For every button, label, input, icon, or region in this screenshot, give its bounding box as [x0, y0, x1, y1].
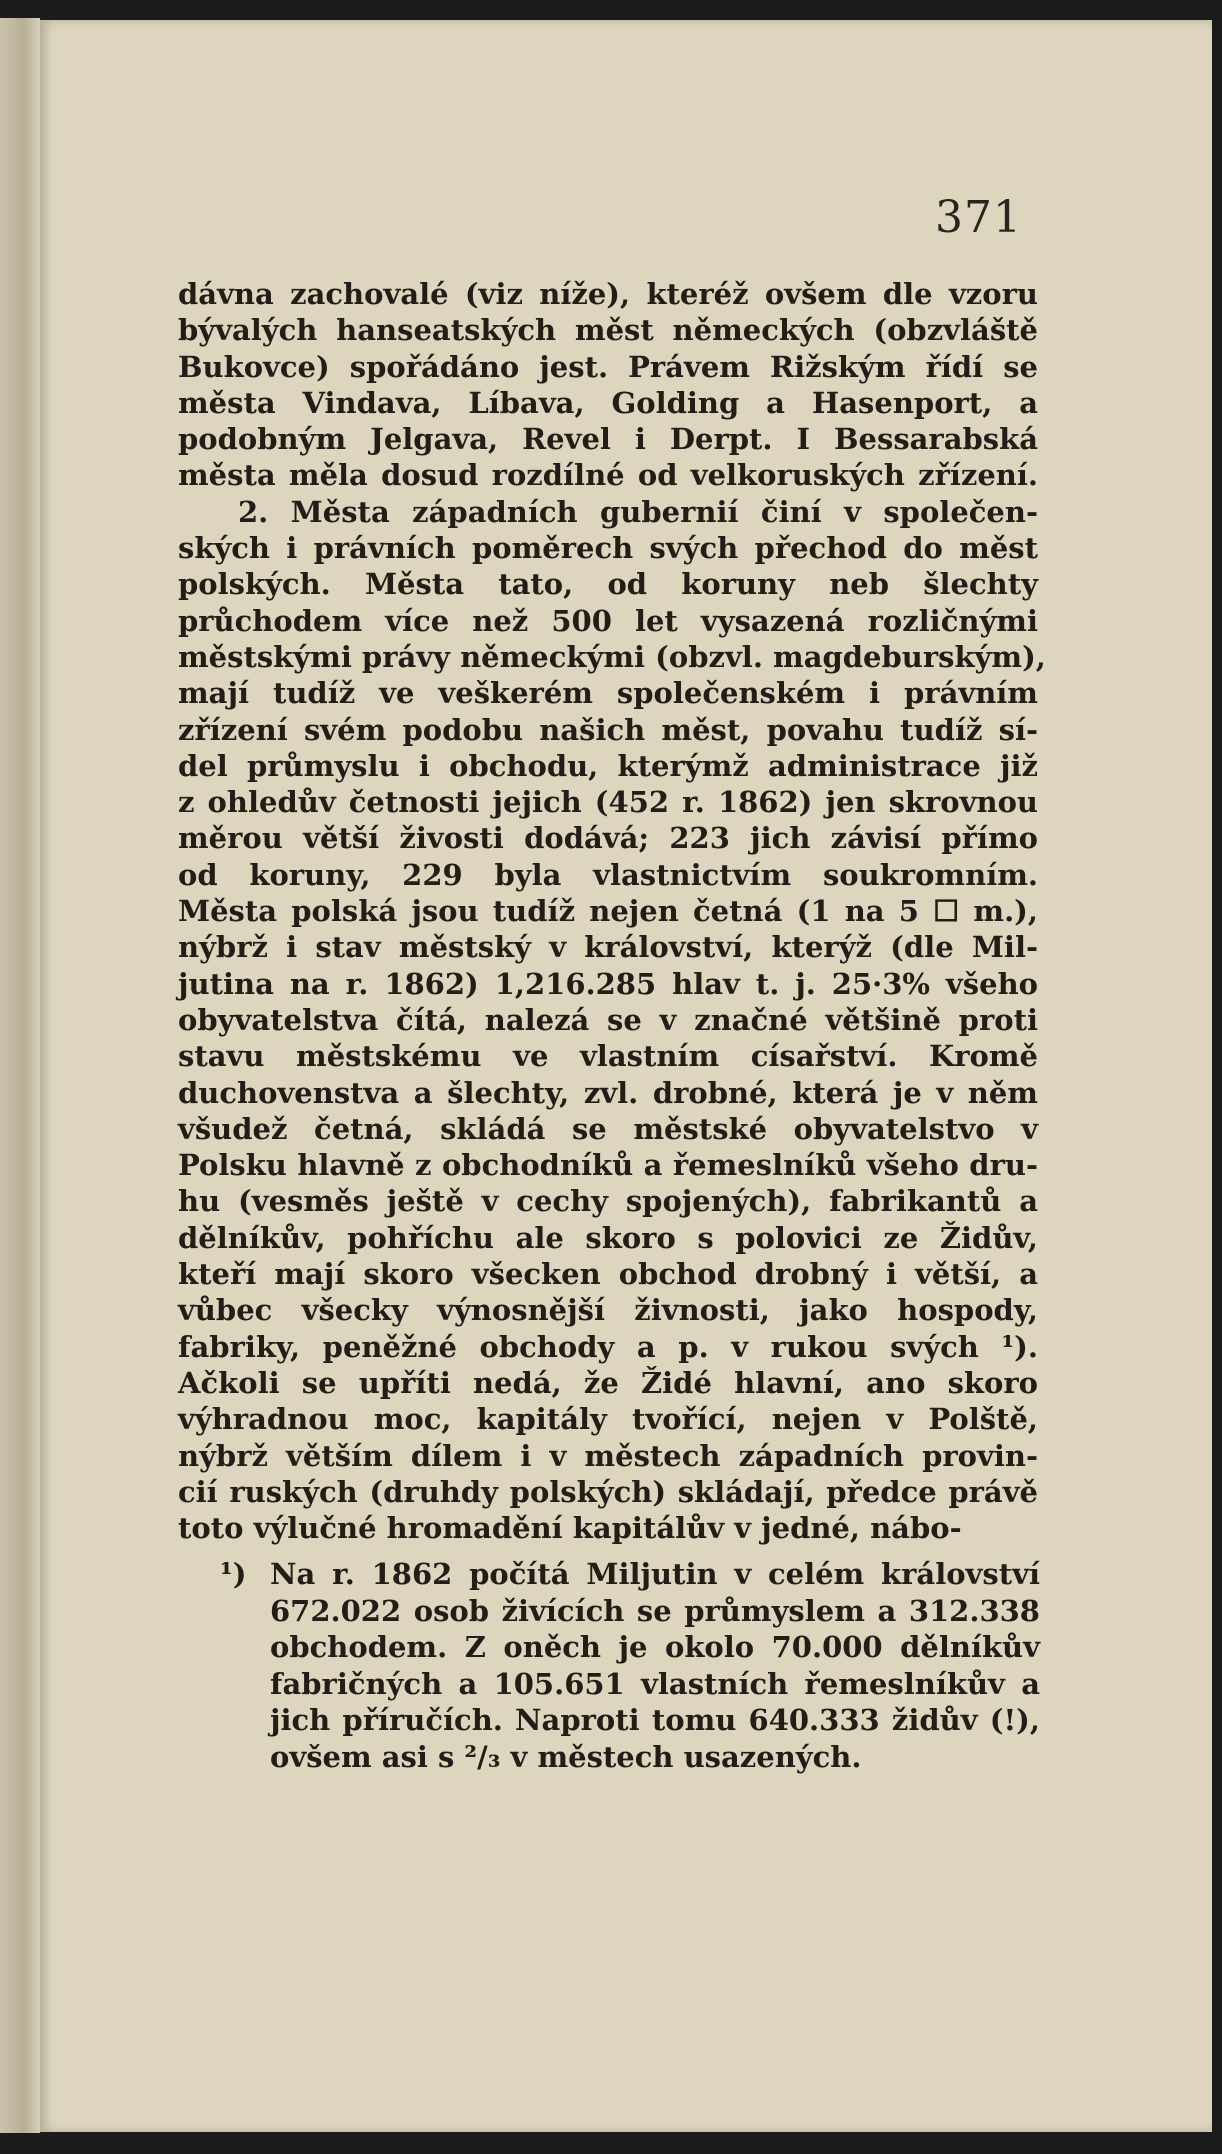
text-line: dávna zachovalé (viz níže), kteréž ovšem dle vzoru — [178, 277, 1038, 311]
text-line: mají tudíž ve veškerém společenském i právním — [178, 676, 1038, 711]
page-number: 371 — [935, 192, 1022, 243]
text-line: fabriky, peněžné obchody a p. v rukou svých ¹). — [178, 1329, 1038, 1364]
text-line: obyvatelstva čítá, nalezá se v značné většině proti — [178, 1002, 1038, 1037]
text-line: ských i právních poměrech svých přechod do měst — [178, 531, 1038, 566]
text-line: nýbrž větším dílem i v městech západních provin- — [178, 1438, 1038, 1473]
body-text — [178, 276, 1046, 1546]
text-line: toto výlučné hromadění kapitálův v jedné, nábo- — [178, 1511, 962, 1546]
footnote-line: 672.022 osob živících se průmyslem a 312.338 — [270, 1593, 1040, 1628]
footnote-line: Na r. 1862 počítá Miljutin v celém království — [270, 1557, 1040, 1591]
text-line: z ohledův četnosti jejich (452 r. 1862) jen skrovnou — [178, 785, 1038, 820]
text-line: del průmyslu i obchodu, kterýmž administrace již — [178, 748, 1038, 783]
text-line: Polsku hlavně z obchodníků a řemeslníků všeho dru- — [178, 1148, 1038, 1183]
footnote — [220, 1556, 1040, 1775]
text-line: stavu městskému ve vlastním císařství. Kromě — [178, 1039, 1038, 1074]
text-line: průchodem více než 500 let vysazená rozličnými — [178, 603, 1038, 638]
text-line: všudež četná, skládá se městské obyvatelstvo v — [178, 1111, 1038, 1146]
text-line: měrou větší živosti dodává; 223 jich závisí přímo — [178, 821, 1038, 856]
text-line: zřízení svém podobu našich měst, povahu tudíž sí- — [178, 712, 1038, 747]
text-line: polských. Města tato, od koruny neb šlechty — [178, 567, 1038, 602]
text-line: od koruny, 229 byla vlastnictvím soukromním. — [178, 857, 1038, 892]
text-line: bývalých hanseatských měst německých (obzvláště — [178, 313, 1038, 348]
text-line: kteří mají skoro všecken obchod drobný i větší, a — [178, 1257, 1038, 1292]
footnote-line: jich příručích. Naproti tomu 640.333 židův (!), — [270, 1703, 1040, 1737]
footnote-marker: ¹) — [220, 1557, 247, 1591]
footnote-line: ovšem asi s ²/₃ v městech usazených. — [270, 1739, 862, 1774]
text-line: duchovenstva a šlechty, zvl. drobné, která je v něm — [178, 1075, 1038, 1110]
text-line: města měla dosud rozdílné od velkoruských zřízení. — [178, 458, 1038, 493]
text-line: 2. Města západních gubernií činí v společen- — [238, 494, 1038, 529]
text-line: Ačkoli se upříti nedá, že Židé hlavní, ano skoro — [178, 1365, 1038, 1400]
text-line: jutina na r. 1862) 1,216.285 hlav t. j. 25·3% všeho — [178, 966, 1038, 1001]
text-line: nýbrž i stav městský v království, kterýž (dle Mil- — [178, 930, 1038, 965]
text-line: města Vindava, Líbava, Golding a Hasenport, a — [178, 385, 1038, 420]
text-line: městskými právy německými (obzvl. magdeburským), — [178, 639, 1046, 674]
text-line: vůbec všecky výnosnější živnosti, jako hospody, — [178, 1293, 1038, 1328]
footnote-line: fabričných a 105.651 vlastních řemeslníkův a — [270, 1666, 1040, 1701]
footnote-line: obchodem. Z oněch je okolo 70.000 dělníkův — [270, 1630, 1040, 1664]
text-line: podobným Jelgava, Revel i Derpt. I Bessarabská — [178, 422, 1038, 457]
text-line: výhradnou moc, kapitály tvořící, nejen v Polště, — [178, 1402, 1038, 1437]
text-line: Města polská jsou tudíž nejen četná (1 na 5 ☐ m.), — [178, 894, 1038, 929]
text-line: hu (vesměs ještě v cechy spojených), fabrikantů a — [178, 1184, 1038, 1219]
text-line: cií ruských (druhdy polských) skládají, předce právě — [178, 1474, 1038, 1509]
previous-page-edge — [0, 18, 40, 2133]
text-line: dělníkův, pohříchu ale skoro s polovici ze Židův, — [178, 1220, 1038, 1255]
text-line: Bukovce) spořádáno jest. Právem Rižským řídí se — [178, 349, 1038, 384]
